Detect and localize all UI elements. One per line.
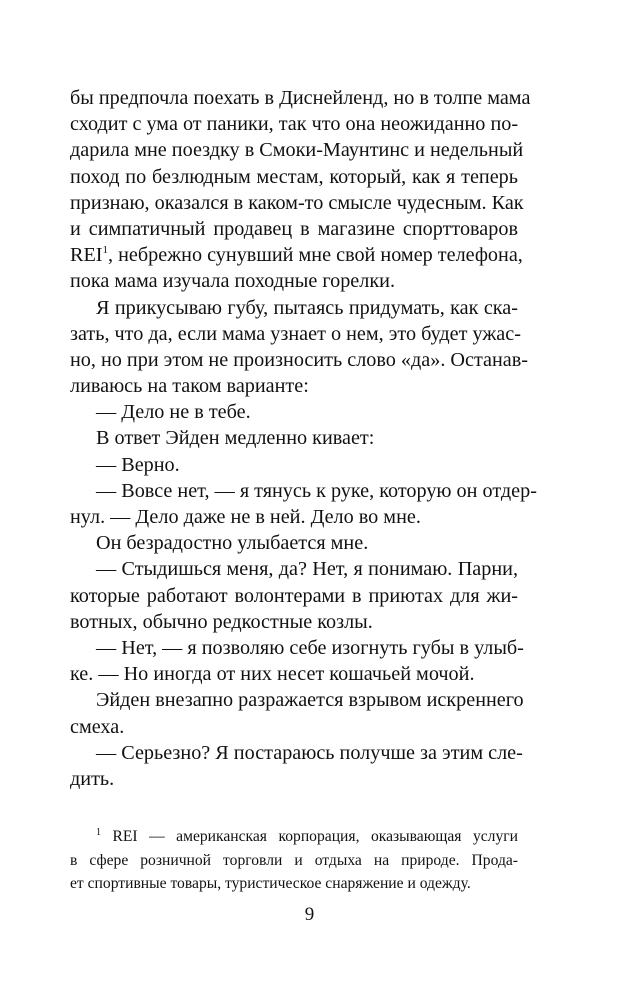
page-body <box>70 85 537 792</box>
text-line: но, но при этом не произносить слово «да». Останав- <box>70 348 529 371</box>
text-line: Он безрадостно улыбается мне. <box>96 532 369 555</box>
text-line: Эйден внезапно разражается взрывом искреннего <box>96 689 524 712</box>
footnote-line: ет спортивные товары, туристическое снаряжение и одежду. <box>70 875 471 892</box>
text-line: — Дело не в тебе. <box>96 401 251 424</box>
text-line: ливаюсь на таком варианте: <box>70 375 309 398</box>
footnote-marker: 1 <box>96 827 101 838</box>
line-continuation: , небрежно сунувший мне свой номер телефона, <box>108 244 523 267</box>
text-line: пока мама изучала походные горелки. <box>70 270 395 293</box>
footnote-line <box>70 825 518 849</box>
text-line: и симпатичный продавец в магазине спорттоваров <box>70 217 518 240</box>
text-line: — Нет, — я позволяю себе изогнуть губы в улыб- <box>96 636 524 659</box>
footnote-text: REI — американская корпорация, оказывающая услуги <box>101 828 518 845</box>
text-line: — Верно. <box>96 453 180 476</box>
text-line: нул. — Дело даже не в ней. Дело во мне. <box>70 506 421 528</box>
rei-word: REI <box>70 244 103 267</box>
text-line: ке. — Но иногда от них несет кошачьей мочой. <box>70 663 475 686</box>
text-line: — Серьезно? Я постараюсь получше за этим сле- <box>96 741 523 764</box>
text-line: дить. <box>70 767 115 790</box>
text-line: сходит с ума от паники, так что она неожиданно по- <box>70 113 519 136</box>
text-line: смеха. <box>70 715 125 738</box>
text-line: дарила мне поездку в Смоки-Маунтинс и недельный <box>70 139 524 162</box>
text-line: — Вовсе нет, — я тянусь к руке, которую он отдер- <box>96 479 537 502</box>
text-line: зать, что да, если мама узнает о нем, это будет ужас- <box>70 322 521 345</box>
text-line: признаю, оказался в каком-то смысле чудесным. Как <box>70 191 524 214</box>
text-line: которые работают волонтерами в приютах для жи- <box>70 584 518 607</box>
footnote-reference[interactable]: 1 <box>102 244 109 257</box>
text-line: вотных, обычно редкостные козлы. <box>70 610 373 633</box>
text-line: поход по безлюдным местам, который, как я теперь <box>70 165 518 188</box>
page-number: 9 <box>304 904 315 925</box>
text-line-with-footnote-ref <box>70 242 523 268</box>
text-line: — Стыдишься меня, да? Нет, я понимаю. Парни, <box>96 558 518 581</box>
footnote-line: в сфере розничной торговли и отдыха на природе. Прода- <box>70 851 518 869</box>
footnote <box>70 825 518 896</box>
text-line: бы предпочла поехать в Диснейленд, но в толпе мама <box>70 87 531 109</box>
text-line: В ответ Эйден медленно кивает: <box>96 427 375 450</box>
text-line: Я прикусываю губу, пытаясь придумать, как ска- <box>96 296 518 319</box>
